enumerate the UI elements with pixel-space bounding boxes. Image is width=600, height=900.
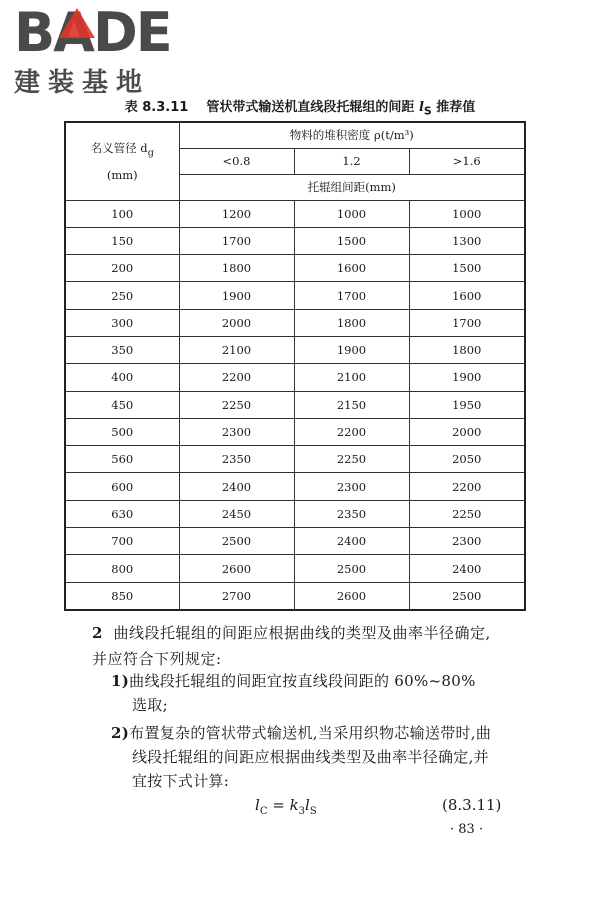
- cell-spacing: 1700: [409, 309, 525, 336]
- cell-diameter: 630: [65, 500, 179, 527]
- caption-prefix: 表 8.3.11: [124, 100, 189, 115]
- cell-spacing: 2350: [294, 500, 409, 527]
- paragraph-2-cont: 并应符合下列规定:: [92, 650, 222, 668]
- cell-diameter: 500: [65, 418, 179, 445]
- formula: $l_C = k_3l_S$: [255, 796, 317, 817]
- caption-sub: S: [423, 104, 432, 118]
- cell-spacing: 2100: [294, 364, 409, 391]
- paragraph-2: 2 曲线段托辊组的间距应根据曲线的类型及曲率半径确定,: [92, 624, 491, 642]
- cell-diameter: 560: [65, 446, 179, 473]
- cell-diameter: 250: [65, 282, 179, 309]
- cell-spacing: 2100: [179, 336, 294, 363]
- spacing-table: [64, 121, 526, 611]
- cell-spacing: 2600: [179, 555, 294, 582]
- cell-diameter: 300: [65, 309, 179, 336]
- cell-spacing: 2250: [294, 446, 409, 473]
- cell-spacing: 2500: [409, 582, 525, 610]
- cell-spacing: 2000: [179, 309, 294, 336]
- cell-spacing: 2250: [179, 391, 294, 418]
- cell-diameter: 150: [65, 227, 179, 254]
- cell-spacing: 2200: [294, 418, 409, 445]
- cell-spacing: 1900: [294, 336, 409, 363]
- cell-spacing: 2050: [409, 446, 525, 473]
- cell-spacing: 1800: [294, 309, 409, 336]
- cell-spacing: 1600: [409, 282, 525, 309]
- cell-spacing: 1500: [409, 255, 525, 282]
- cell-spacing: 2600: [294, 582, 409, 610]
- table-row: [65, 418, 525, 445]
- cell-spacing: 2400: [409, 555, 525, 582]
- table-caption: [0, 96, 600, 118]
- cell-spacing: 1000: [409, 200, 525, 227]
- cell-spacing: 2700: [179, 582, 294, 610]
- cell-diameter: 400: [65, 364, 179, 391]
- cell-spacing: 2350: [179, 446, 294, 473]
- item-2-cont2: 宜按下式计算:: [132, 772, 230, 790]
- cell-spacing: 2500: [294, 555, 409, 582]
- cell-diameter: 600: [65, 473, 179, 500]
- cell-spacing: 2450: [179, 500, 294, 527]
- cell-spacing: 1800: [409, 336, 525, 363]
- table-row: [65, 446, 525, 473]
- cell-spacing: 1900: [409, 364, 525, 391]
- header-density: 物料的堆积密度 ρ(t/m³): [179, 122, 525, 148]
- cell-spacing: 1300: [409, 227, 525, 254]
- cell-spacing: 1200: [179, 200, 294, 227]
- cell-diameter: 700: [65, 528, 179, 555]
- cell-spacing: 2500: [179, 528, 294, 555]
- table-row: [65, 255, 525, 282]
- density-col: 1.2: [294, 148, 409, 174]
- logo-triangle: [59, 8, 95, 38]
- cell-spacing: 2250: [409, 500, 525, 527]
- table-row: [65, 227, 525, 254]
- cell-diameter: 200: [65, 255, 179, 282]
- logo-brand: BADE: [14, 1, 171, 64]
- logo: [14, 1, 184, 99]
- cell-spacing: 2150: [294, 391, 409, 418]
- caption-main: 管状带式输送机直线段托辊组的间距: [206, 100, 415, 115]
- caption-suffix: 推荐值: [436, 100, 476, 115]
- cell-spacing: 2300: [179, 418, 294, 445]
- cell-spacing: 1800: [179, 255, 294, 282]
- table-row: [65, 555, 525, 582]
- caption-symbol: l: [418, 100, 424, 115]
- header-spacing: 托辊组间距(mm): [179, 174, 525, 200]
- table-row: [65, 336, 525, 363]
- cell-spacing: 2200: [409, 473, 525, 500]
- cell-spacing: 1700: [294, 282, 409, 309]
- item-2: 2)布置复杂的管状带式输送机,当采用织物芯输送带时,曲: [111, 724, 492, 742]
- cell-spacing: 1900: [179, 282, 294, 309]
- formula-number: (8.3.11): [442, 796, 502, 814]
- cell-diameter: 100: [65, 200, 179, 227]
- cell-spacing: 1600: [294, 255, 409, 282]
- cell-spacing: 1000: [294, 200, 409, 227]
- table-row: [65, 582, 525, 610]
- cell-spacing: 2200: [179, 364, 294, 391]
- cell-spacing: 1500: [294, 227, 409, 254]
- cell-spacing: 2300: [409, 528, 525, 555]
- cell-diameter: 850: [65, 582, 179, 610]
- table-row: [65, 309, 525, 336]
- cell-spacing: 2300: [294, 473, 409, 500]
- table-row: [65, 473, 525, 500]
- item-1: 1)曲线段托辊组的间距宜按直线段间距的 60%~80%: [111, 672, 476, 690]
- table-row: [65, 282, 525, 309]
- density-col: <0.8: [179, 148, 294, 174]
- item-2-cont: 线段托辊组的间距应根据曲线类型及曲率半径确定,并: [132, 748, 489, 766]
- item-1-cont: 选取;: [132, 696, 168, 714]
- cell-spacing: 1700: [179, 227, 294, 254]
- page-number: · 83 ·: [450, 822, 484, 837]
- density-col: >1.6: [409, 148, 525, 174]
- cell-spacing: 1950: [409, 391, 525, 418]
- header-pipe-diameter: 名义管径 $d_g$ (mm): [65, 122, 179, 200]
- table-row: [65, 528, 525, 555]
- table-row: [65, 200, 525, 227]
- cell-spacing: 2400: [294, 528, 409, 555]
- cell-spacing: 2000: [409, 418, 525, 445]
- table-row: [65, 364, 525, 391]
- table-row: [65, 391, 525, 418]
- cell-diameter: 350: [65, 336, 179, 363]
- cell-diameter: 450: [65, 391, 179, 418]
- cell-diameter: 800: [65, 555, 179, 582]
- table-row: [65, 500, 525, 527]
- cell-spacing: 2400: [179, 473, 294, 500]
- logo-subtitle: 建装基地: [14, 68, 151, 98]
